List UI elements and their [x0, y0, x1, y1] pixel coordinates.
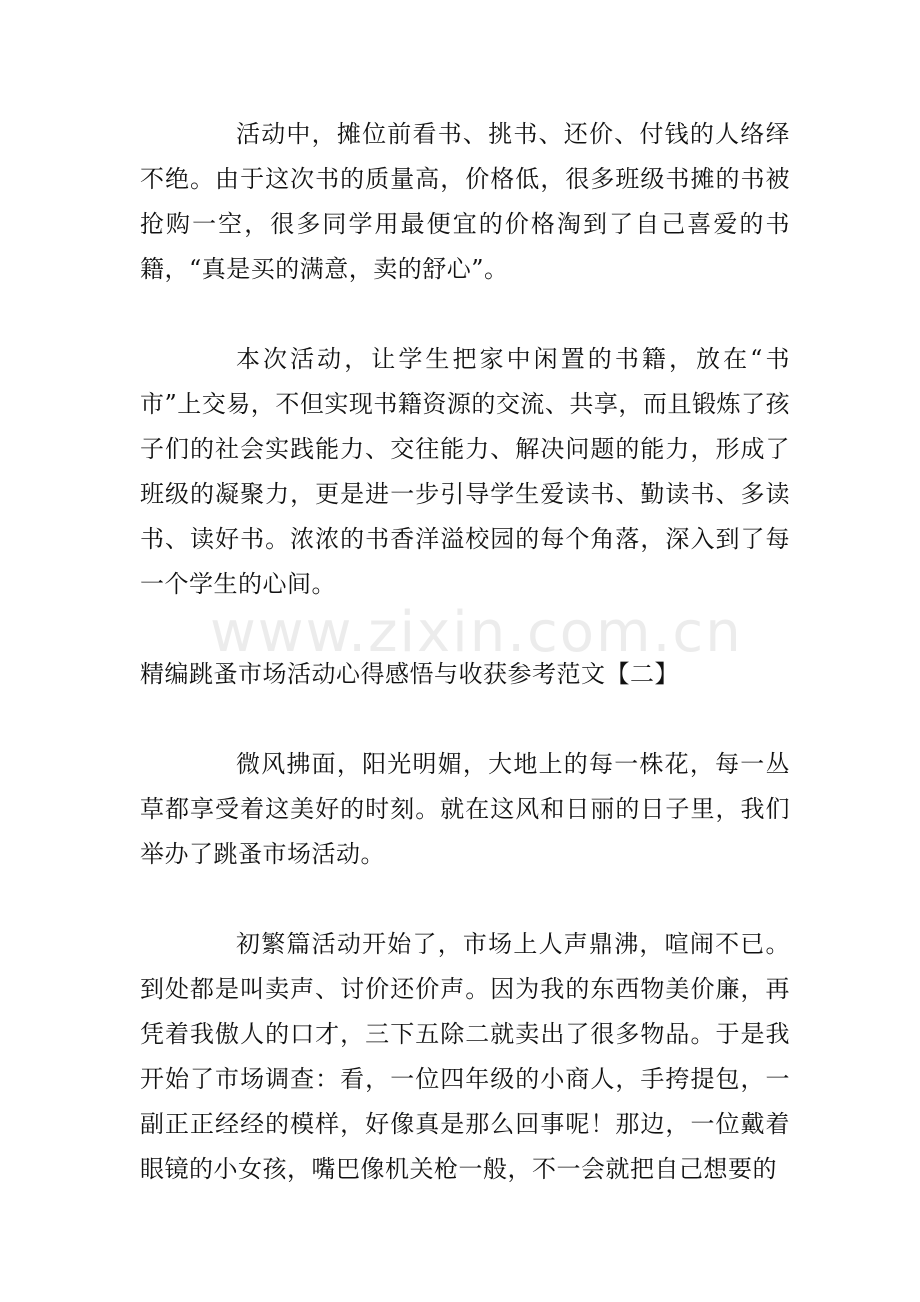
paragraph-book-market-summary: 本次活动，让学生把家中闲置的书籍，放在“书市”上交易，不但实现书籍资源的交流、共享，而且锻炼了孩子们的社会实践能力、交往能力、解决问题的能力，形成了班级的凝聚力，更是进一步引导学生爱读书、勤读书、多读书、读好书。浓浓的书香洋溢校园的每个角落，深入到了每一个学生的心间。 — [140, 345, 790, 598]
paragraph-flea-market-story: 初繁篇活动开始了，市场上人声鼎沸，喧闹不已。到处都是叫卖声、讨价还价声。因为我的东西物美价廉，再凭着我傲人的口才，三下五除二就卖出了很多物品。于是我开始了市场调查：看，一位四年级的小商人，手挎提包，一副正正经经的模样，好像真是那么回事呢！那边，一位戴着眼镜的小女孩，嘴巴像机关枪一般，不一会就把自己想要的 — [140, 930, 790, 1183]
paragraph-book-market-activity: 活动中，摊位前看书、挑书、还价、付钱的人络绎不绝。由于这次书的质量高，价格低，很多班级书摊的书被抢购一空，很多同学用最便宜的价格淘到了自己喜爱的书籍，“真是买的满意，卖的舒心”。 — [140, 120, 790, 283]
paragraph-gap — [140, 292, 790, 337]
watermark: www.zixin.com.cn — [210, 600, 743, 665]
paragraph-flea-market-intro: 微风拂面，阳光明媚，大地上的每一株花，每一丛草都享受着这美好的时刻。就在这风和日丽的日子里，我们举办了跳蚤市场活动。 — [140, 750, 790, 868]
document-body — [140, 112, 790, 1192]
paragraph-gap — [140, 607, 790, 652]
paragraph-gap — [140, 877, 790, 922]
section-heading: 精编跳蚤市场活动心得感悟与收获参考范文【二】 — [140, 660, 679, 688]
paragraph-gap — [140, 697, 790, 742]
